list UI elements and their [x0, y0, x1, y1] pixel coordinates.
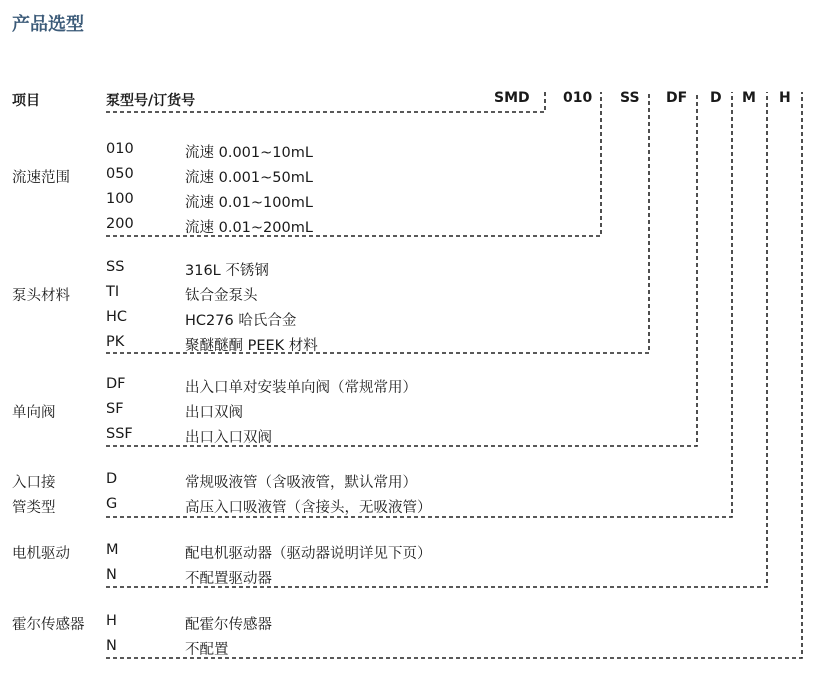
row-desc: 流速 0.001~50mL — [185, 170, 313, 186]
row-code: 050 — [106, 166, 134, 182]
bracket-motor — [106, 92, 767, 587]
row-desc: 出口入口双阀 — [185, 430, 272, 446]
page-title: 产品选型 — [12, 14, 84, 35]
row-code: DF — [106, 376, 126, 392]
bracket-flow — [106, 92, 601, 236]
header-underline — [106, 90, 545, 112]
row-code: SS — [106, 259, 125, 275]
section-label-motor: 电机驱动 — [12, 546, 70, 562]
row-code: TI — [106, 284, 120, 300]
row-code: PK — [106, 334, 125, 350]
section-label-material: 泵头材料 — [12, 288, 70, 304]
row-code: 200 — [106, 216, 134, 232]
row-code: 100 — [106, 191, 134, 207]
row-desc: 流速 0.01~200mL — [185, 220, 313, 236]
row-desc: 不配置 — [185, 642, 229, 658]
row-desc: 高压入口吸液管（含接头，无吸液管） — [185, 500, 432, 516]
row-code: H — [106, 613, 117, 629]
row-code: SSF — [106, 426, 133, 442]
row-desc: 出入口单对安装单向阀（常规常用） — [185, 380, 417, 396]
section-label-inlet-line2: 管类型 — [12, 500, 56, 516]
row-desc: 钛合金泵头 — [185, 288, 258, 304]
row-desc: 配霍尔传感器 — [185, 617, 272, 633]
code-hall: H — [779, 90, 791, 106]
code-motor: M — [742, 90, 756, 106]
code-inlet: D — [710, 90, 722, 106]
row-code: D — [106, 471, 118, 487]
code-valve: DF — [666, 90, 688, 106]
header-model: 泵型号/订货号 — [106, 93, 196, 109]
row-code: HC — [106, 309, 128, 325]
row-desc: 流速 0.01~100mL — [185, 195, 313, 211]
row-code: M — [106, 542, 119, 558]
row-code: SF — [106, 401, 124, 417]
code-material: SS — [620, 90, 640, 106]
row-code: N — [106, 638, 117, 654]
section-label-valve: 单向阀 — [12, 405, 56, 421]
row-desc: 常规吸液管（含吸液管，默认常用） — [185, 475, 417, 491]
row-desc: HC276 哈氏合金 — [185, 313, 297, 329]
section-label-flow: 流速范围 — [12, 170, 70, 186]
row-desc: 聚醚醚酮 PEEK 材料 — [185, 338, 318, 354]
row-desc: 316L 不锈钢 — [185, 263, 269, 279]
bracket-inlet — [106, 92, 732, 517]
row-desc: 出口双阀 — [185, 405, 243, 421]
section-label-hall: 霍尔传感器 — [12, 617, 85, 633]
bracket-valve — [106, 92, 697, 446]
bracket-material — [106, 92, 649, 353]
row-desc: 流速 0.001~10mL — [185, 145, 313, 161]
row-code: 010 — [106, 141, 134, 157]
code-smd: SMD — [494, 90, 530, 106]
row-desc: 配电机驱动器（驱动器说明详见下页） — [185, 546, 432, 562]
header-item: 项目 — [12, 93, 40, 109]
row-code: N — [106, 567, 117, 583]
row-desc: 不配置驱动器 — [185, 571, 272, 587]
section-label-inlet-line1: 入口接 — [12, 475, 56, 491]
row-code: G — [106, 496, 118, 512]
code-flow: 010 — [563, 90, 593, 106]
